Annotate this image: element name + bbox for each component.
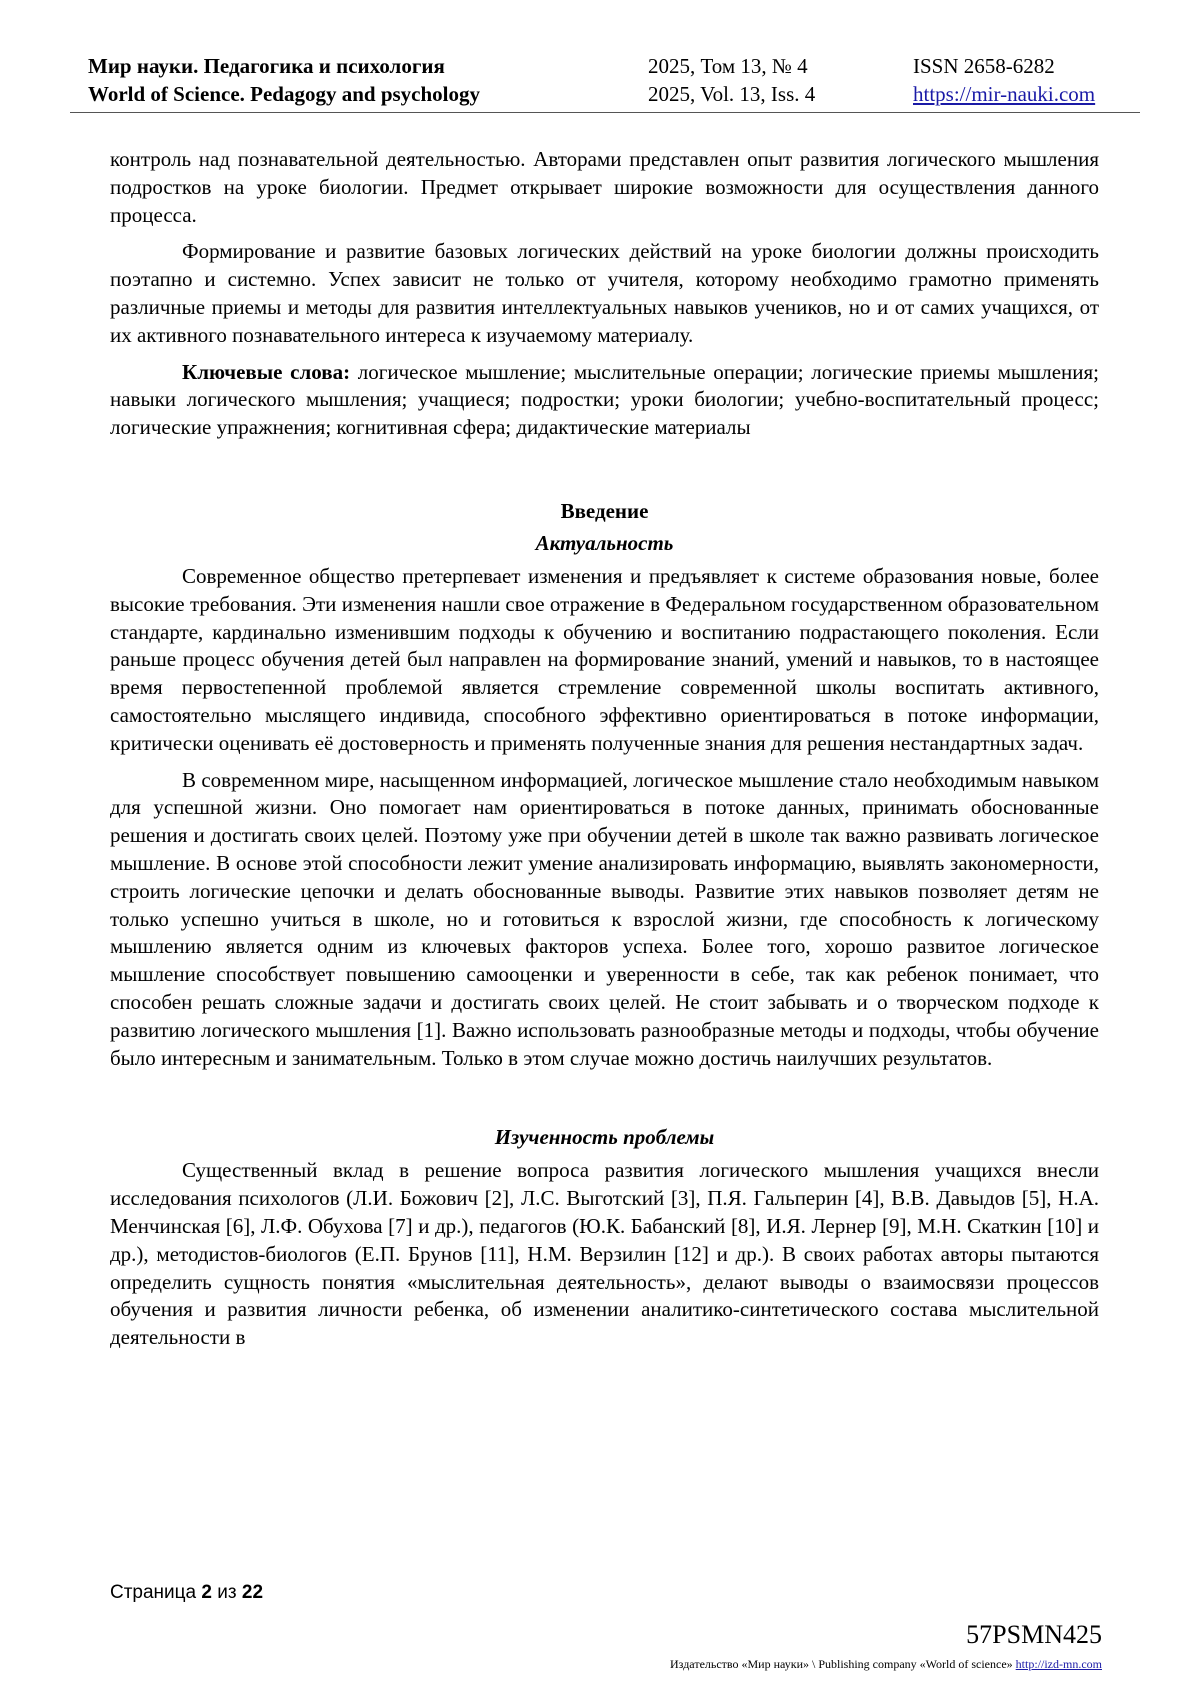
body-paragraph: В современном мире, насыщенном информацией, логическое мышление стало необходимым навыком для успешной жизни. Оно помогает нам ориентироваться в потоке данных, принимать обоснованные решения и достигать своих целей. Поэтому уже при обучении детей в школе так важно развивать логическое мышление. В основе этой способности лежит умение анализировать информацию, выявлять закономерности, строить логические цепочки и делать обоснованные выводы. Развитие этих навыков позволяет детям не только успешно учиться в школе, но и готовиться к взрослой жизни, где способность к логическому мышлению является одним из ключевых факторов успеха. Более того, хорошо развитое логическое мышление способствует повышению самооценки и уверенности в себе, так как ребенок понимает, что способен решать сложные задачи и достигать своих целей. Не стоит забывать и о творческом подходе к развитию логического мышления [1]. Важно использовать разнообразные методы и подходы, чтобы обучение было интересным и занимательным. Только в этом случае можно достичь наилучших результатов. bbox=[110, 767, 1099, 1070]
journal-title-ru: Мир науки. Педагогика и психология bbox=[88, 54, 445, 78]
article-code: 57PSMN425 bbox=[966, 1620, 1102, 1649]
abstract-paragraph: контроль над познавательной деятельностью. Авторами представлен опыт развития логического мышления подростков на уроке биологии. Предмет открывает широкие возможности для осуществления данного процесса. bbox=[110, 147, 1099, 227]
page-number: Страница 2 из 22 bbox=[110, 1582, 264, 1603]
keywords-label: Ключевые слова: bbox=[182, 359, 351, 384]
issn: ISSN 2658-6282 bbox=[913, 54, 1055, 78]
article-body bbox=[110, 146, 1099, 1361]
journal-title bbox=[88, 52, 480, 108]
issue-ru: 2025, Том 13, № 4 bbox=[648, 54, 808, 78]
body-paragraph: Современное общество претерпевает изменения и предъявляет к системе образования новые, более высокие требования. Эти изменения нашли свое отражение в Федеральном государственном образовательном стандарте, кардинально изменившим подходы к обучению и воспитанию подрастающего поколения. Если раньше процесс обучения детей был направлен на формирование знаний, умений и навыков, то в настоящее время первостепенной проблемой является стремление современной школы воспитать активного, самостоятельно мыслящего индивида, способного эффективно ориентироваться в потоке информации, критически оценивать её достоверность и применять полученные знания для решения нестандартных задач. bbox=[110, 563, 1099, 755]
publisher-line: Издательство «Мир науки» \ Publishing company «World of science» http://izd-mn.com bbox=[670, 1657, 1102, 1671]
issue-info bbox=[648, 52, 815, 108]
keywords bbox=[110, 359, 1099, 442]
issue-en: 2025, Vol. 13, Iss. 4 bbox=[648, 82, 816, 106]
publisher-link[interactable]: http://izd-mn.com bbox=[1015, 1657, 1102, 1671]
abstract-paragraph: Формирование и развитие базовых логических действий на уроке биологии должны происходить поэтапно и системно. Успех зависит не только от учителя, которому необходимо грамотно применять различные приемы и методы для развития интеллектуальных навыков учеников, но и от самих учащихся, от их активного познавательного интереса к изучаемому материалу. bbox=[110, 239, 1099, 347]
keywords-text: логическое мышление; мыслительные операции; логические приемы мышления; навыки логического мышления; учащиеся; подростки; уроки биологии; учебно-воспитательный процесс; логические упражнения; когнитивная сфера; дидактические материалы bbox=[110, 359, 1099, 440]
total-pages: 22 bbox=[241, 1582, 264, 1603]
body-paragraph: Существенный вклад в решение вопроса развития логического мышления учащихся внесли исследования психологов (Л.И. Божович [2], Л.С. Выготский [3], П.Я. Гальперин [4], В.В. Давыдов [5], Н.А. Менчинская [6], Л.Ф. Обухова [7] и др.), педагогов (Ю.К. Бабанский [8], И.Я. Лернер [9], М.Н. Скаткин [10] и др.), методистов-биологов (Е.П. Брунов [11], Н.М. Верзилин [12] и др.). В своих работах авторы пытаются определить сущность понятия «мыслительная деятельность», делают выводы о взаимосвязи процессов обучения и развития личности ребенка, об изменении аналитико-синтетического состава мыслительной деятельности в bbox=[110, 1158, 1099, 1350]
current-page: 2 bbox=[201, 1582, 212, 1603]
journal-site-link[interactable]: https://mir-nauki.com bbox=[913, 82, 1096, 106]
subsection-title: Изученность проблемы bbox=[494, 1125, 715, 1150]
running-header bbox=[70, 50, 1140, 113]
journal-title-en: World of Science. Pedagogy and psychology bbox=[88, 82, 481, 106]
subsection-title: Актуальность bbox=[535, 530, 674, 555]
issn-block bbox=[913, 52, 1095, 108]
section-title: Введение bbox=[560, 498, 649, 523]
